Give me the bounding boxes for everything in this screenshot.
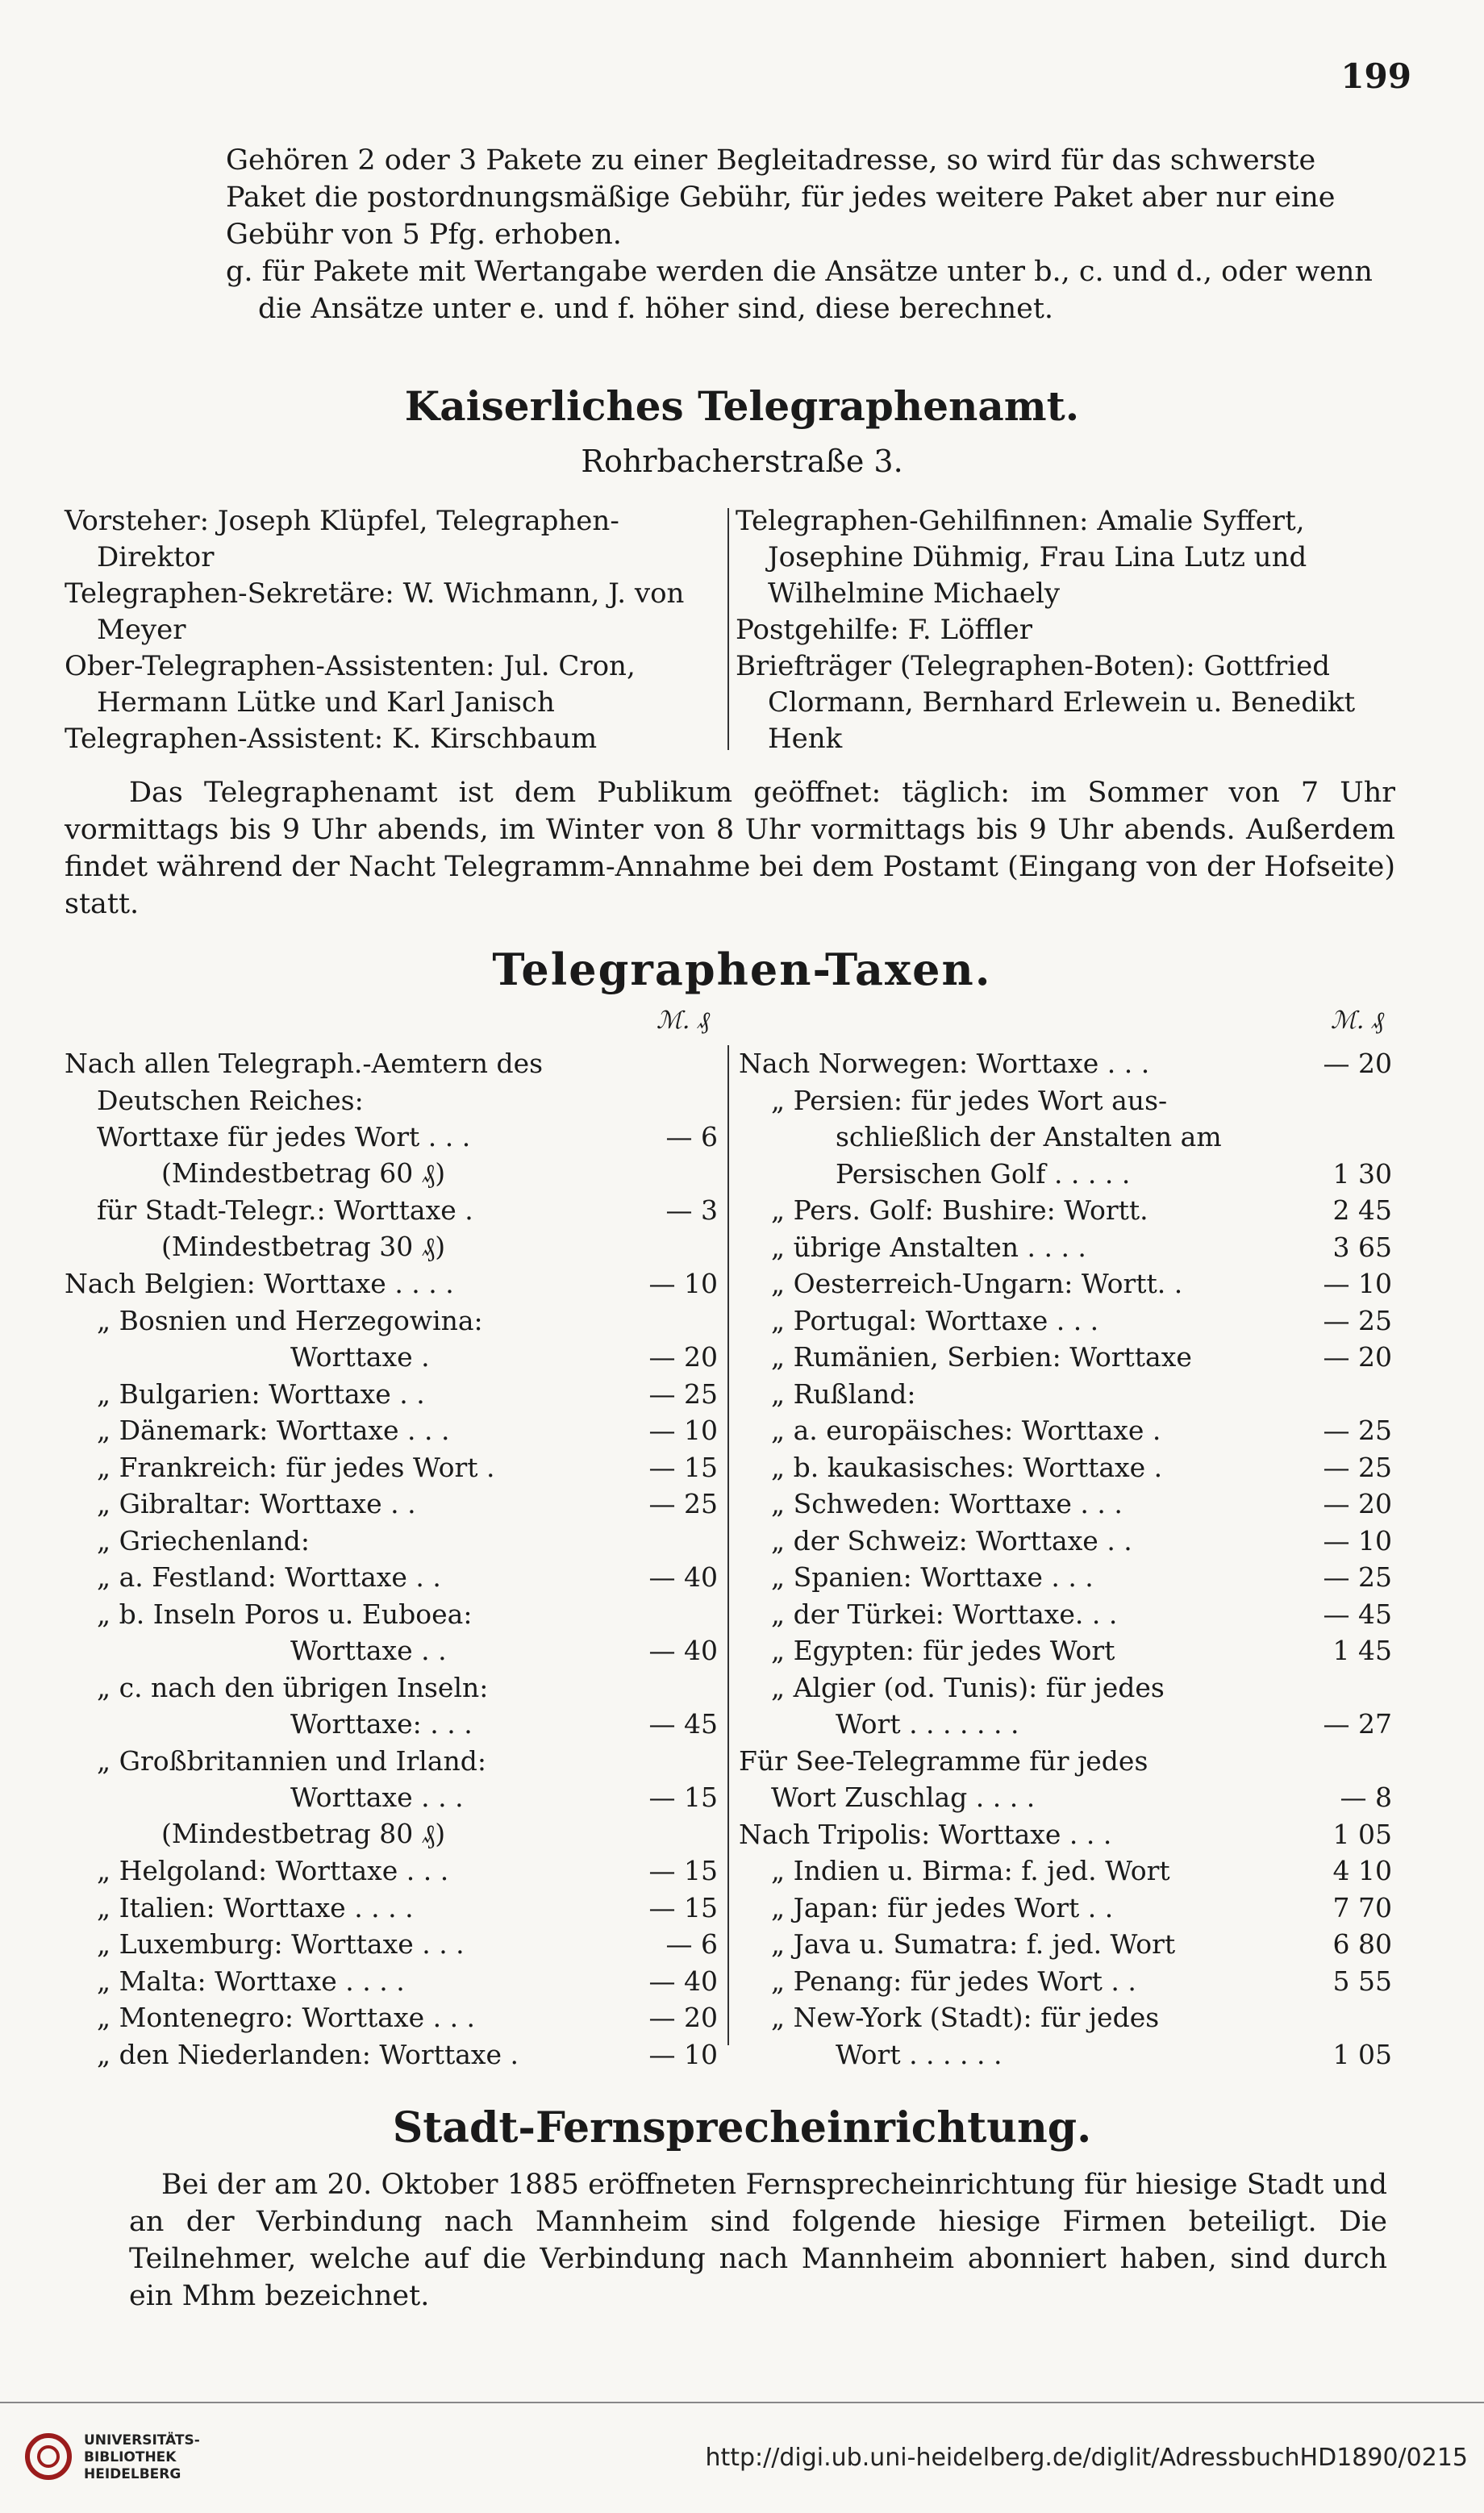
tariff-row	[65, 1779, 718, 1816]
telephone-paragraph: Bei der am 20. Oktober 1885 eröffneten Fernsprecheinrichtung für hiesige Stadt und an der Verbindung nach Mannheim sind folgende hiesige Firmen beteiligt. Die Teilnehmer, welche auf die Verbindung nach Mannheim abonniert haben, sind durch ein Mhm bezeichnet.	[129, 2169, 1387, 2312]
tariff-row	[65, 1486, 718, 1523]
tariff-label: „ der Schweiz: Worttaxe . .	[771, 1524, 1132, 1557]
tariff-label: (Mindestbetrag 80 ₰)	[161, 1818, 446, 1850]
tariff-value: — 15	[648, 1451, 718, 1483]
tariff-label: schließlich der Anstalten am	[836, 1121, 1222, 1153]
tariff-label: „ Italien: Worttaxe . . . .	[97, 1891, 414, 1923]
tariff-rows	[739, 1045, 1392, 2073]
tariff-label: „ Oesterreich-Ungarn: Wortt. .	[771, 1268, 1183, 1300]
tariff-row	[65, 1999, 718, 2036]
tariff-column-left	[65, 1006, 718, 2073]
tariff-label: Deutschen Reiches:	[97, 1084, 364, 1116]
library-name	[84, 2432, 200, 2483]
tariff-row	[65, 1890, 718, 1927]
tariff-label: „ Großbritannien und Irland:	[97, 1744, 487, 1777]
tariff-label: Persischen Golf . . . . .	[836, 1157, 1131, 1190]
page-number: 199	[1340, 56, 1411, 96]
tariff-label: Worttaxe für jedes Wort . . .	[97, 1121, 471, 1153]
tariff-label: „ Bosnien und Herzegowina:	[97, 1304, 483, 1336]
tariff-row	[65, 1706, 718, 1743]
tariff-value: — 10	[648, 2038, 718, 2070]
tariff-label: „ Schweden: Worttaxe . . .	[771, 1488, 1123, 1520]
tariff-label: „ übrige Anstalten . . . .	[771, 1231, 1086, 1263]
tariff-row	[739, 1706, 1392, 1743]
tariff-row	[65, 1119, 718, 1156]
column-divider	[727, 508, 729, 750]
tariff-row	[739, 1816, 1392, 1853]
tariff-value: — 40	[648, 1965, 718, 1997]
tariff-label: Wort . . . . . . .	[836, 1708, 1019, 1740]
tariff-row	[739, 1743, 1392, 1780]
tariff-row	[739, 1779, 1392, 1816]
tariff-row	[65, 1669, 718, 1707]
tariff-value: — 10	[648, 1415, 718, 1447]
tariff-label: „ c. nach den übrigen Inseln:	[97, 1671, 489, 1703]
tariff-label: Nach Belgien: Worttaxe . . . .	[65, 1268, 454, 1300]
tariff-value: — 45	[1323, 1598, 1392, 1630]
tariff-row	[65, 1265, 718, 1302]
tariff-row	[739, 1082, 1392, 1119]
tariff-label: Worttaxe . . .	[290, 1782, 464, 1814]
tariff-label: „ Pers. Golf: Bushire: Wortt.	[771, 1194, 1148, 1227]
library-seal-icon	[24, 2432, 73, 2481]
tariff-row	[739, 1412, 1392, 1449]
tariff-row	[739, 2036, 1392, 2073]
tariff-value: — 8	[1340, 1782, 1392, 1814]
tariff-value: — 20	[648, 1341, 718, 1373]
currency-header: ℳ. ₰	[656, 1006, 710, 1035]
tariff-row	[739, 1963, 1392, 2000]
tariff-row	[65, 1743, 718, 1780]
telegraph-office-address: Rohrbacherstraße 3.	[581, 444, 903, 479]
tariff-row	[739, 1302, 1392, 1340]
tariff-label: „ Montenegro: Worttaxe . . .	[97, 2002, 476, 2034]
tariff-value: 7 70	[1332, 1891, 1392, 1923]
tariff-row	[739, 1559, 1392, 1596]
staff-entry: Briefträger (Telegraphen-Boten): Gottfried Clormann, Bernhard Erlewein u. Benedikt Henk	[736, 650, 1356, 755]
tariff-value: — 15	[648, 1855, 718, 1887]
tariff-label: Nach Tripolis: Worttaxe . . .	[739, 1818, 1112, 1850]
tariff-label: Worttaxe: . . .	[290, 1708, 473, 1740]
tariff-value: 5 55	[1332, 1965, 1392, 1997]
tariff-value: 3 65	[1332, 1231, 1392, 1263]
tariff-label: „ Indien u. Birma: f. jed. Wort	[771, 1855, 1170, 1887]
tariff-row	[65, 1082, 718, 1119]
tariff-value: — 6	[665, 1121, 718, 1153]
tariff-row	[739, 1632, 1392, 1669]
tariff-label: Für See-Telegramme für jedes	[739, 1744, 1148, 1777]
staff-column-left	[65, 503, 710, 757]
tariff-value: — 20	[648, 2002, 718, 2034]
tariff-value: — 10	[1323, 1524, 1392, 1557]
tariff-label: „ Dänemark: Worttaxe . . .	[97, 1415, 450, 1447]
tariff-row	[65, 1926, 718, 1963]
tariff-label: „ Frankreich: für jedes Wort .	[97, 1451, 495, 1483]
staff-entry: Vorsteher: Joseph Klüpfel, Telegraphen-Direktor	[65, 505, 619, 573]
tariff-label: Nach allen Telegraph.-Aemtern des	[65, 1048, 544, 1080]
tariff-label: „ b. Inseln Poros u. Euboea:	[97, 1598, 473, 1630]
tariff-label: „ Rußland:	[771, 1377, 916, 1410]
tariff-value: 4 10	[1332, 1855, 1392, 1887]
tariff-label: „ Luxemburg: Worttaxe . . .	[97, 1928, 465, 1961]
tariff-value: — 25	[648, 1377, 718, 1410]
tariff-value: — 20	[1323, 1341, 1392, 1373]
tariff-label: „ den Niederlanden: Worttaxe .	[97, 2038, 519, 2070]
tariff-label: Worttaxe .	[290, 1341, 430, 1373]
currency-header: ℳ. ₰	[1330, 1006, 1384, 1035]
tariff-label: „ Rumänien, Serbien: Worttaxe	[771, 1341, 1192, 1373]
tariff-value: — 25	[1323, 1451, 1392, 1483]
staff-column-right	[736, 503, 1381, 757]
tariff-row	[65, 1229, 718, 1266]
tariff-label: Wort Zuschlag . . . .	[771, 1782, 1036, 1814]
intro-item-g: g. für Pakete mit Wertangabe werden die Ansätze unter b., c. und d., oder wenn die Ansätze unter e. und f. höher sind, diese berechnet.	[226, 256, 1373, 325]
tariff-row	[65, 1339, 718, 1376]
tariff-row	[65, 1559, 718, 1596]
tariff-value: — 10	[648, 1268, 718, 1300]
tariff-row	[65, 1302, 718, 1340]
tariff-value: — 45	[648, 1708, 718, 1740]
staff-entry: Postgehilfe: F. Löffler	[736, 614, 1032, 646]
tariff-value: — 15	[648, 1891, 718, 1923]
tariff-row	[65, 1852, 718, 1890]
telegraph-office-heading: Kaiserliches Telegraphenamt.	[404, 382, 1080, 430]
tariff-value: — 15	[648, 1782, 718, 1814]
tariff-row	[65, 1156, 718, 1193]
telephone-heading: Stadt-Fernsprecheinrichtung.	[392, 2103, 1092, 2153]
tariff-row	[739, 1669, 1392, 1707]
tariff-row	[65, 2036, 718, 2073]
tariff-label: „ Bulgarien: Worttaxe . .	[97, 1377, 425, 1410]
tariff-label: für Stadt-Telegr.: Worttaxe .	[97, 1194, 473, 1227]
tariff-label: „ Persien: für jedes Wort aus-	[771, 1084, 1168, 1116]
tariff-value: — 25	[1323, 1561, 1392, 1594]
tariff-label: „ Gibraltar: Worttaxe . .	[97, 1488, 416, 1520]
staff-entry: Telegraphen-Gehilfinnen: Amalie Syffert, Josephine Dühmig, Frau Lina Lutz und Wilhelmine Michaely	[736, 505, 1307, 610]
tariff-value: 2 45	[1332, 1194, 1392, 1227]
tariff-row	[65, 1449, 718, 1486]
library-name-line: BIBLIOTHEK	[84, 2449, 177, 2465]
staff-entry: Ober-Telegraphen-Assistenten: Jul. Cron, Hermann Lütke und Karl Janisch	[65, 650, 636, 719]
tariff-row	[65, 1412, 718, 1449]
tariff-label: Worttaxe . .	[290, 1635, 447, 1667]
tariff-value: — 25	[1323, 1415, 1392, 1447]
tariff-value: — 20	[1323, 1048, 1392, 1080]
tariff-value: 1 30	[1332, 1157, 1392, 1190]
intro-paragraph: Gehören 2 oder 3 Pakete zu einer Begleitadresse, so wird für das schwerste Paket die postordnungsmäßige Gebühr, für jedes weitere Paket aber nur eine Gebühr von 5 Pfg. erhoben.	[226, 144, 1336, 251]
library-name-line: HEIDELBERG	[84, 2466, 181, 2482]
tariff-row	[739, 1265, 1392, 1302]
tariff-row	[65, 1632, 718, 1669]
library-name-line: UNIVERSITÄTS-	[84, 2432, 200, 2448]
tariff-row	[739, 1523, 1392, 1560]
tariff-row	[739, 1045, 1392, 1082]
tariff-label: „ Portugal: Worttaxe . . .	[771, 1304, 1099, 1336]
tariff-row	[739, 1596, 1392, 1633]
opening-hours-paragraph: Das Telegraphenamt ist dem Publikum geöffnet: täglich: im Sommer von 7 Uhr vormittags bis 9 Uhr abends, im Winter von 8 Uhr vormittags bis 9 Uhr abends. Außerdem findet während der Nacht Telegramm-Annahme bei dem Postamt (Eingang von der Hofseite) statt.	[65, 777, 1395, 920]
tariff-row	[65, 1963, 718, 2000]
tariff-label: „ Algier (od. Tunis): für jedes	[771, 1671, 1165, 1703]
tariff-label: „ Java u. Sumatra: f. jed. Wort	[771, 1928, 1176, 1961]
library-logo	[24, 2428, 234, 2492]
tariff-label: „ a. Festland: Worttaxe . .	[97, 1561, 441, 1594]
tariff-value: 1 45	[1332, 1635, 1392, 1667]
tariff-value: — 25	[648, 1488, 718, 1520]
tariff-column-right	[739, 1006, 1392, 2073]
tariffs-heading: Telegraphen-Taxen.	[492, 944, 992, 995]
tariff-value: — 27	[1323, 1708, 1392, 1740]
tariff-row	[739, 1156, 1392, 1193]
tariff-row	[65, 1192, 718, 1229]
staff-entry: Telegraphen-Sekretäre: W. Wichmann, J. von Meyer	[65, 577, 685, 646]
tariff-label: „ Japan: für jedes Wort . .	[771, 1891, 1114, 1923]
tariff-label: „ New-York (Stadt): für jedes	[771, 2002, 1160, 2034]
tariff-value: 1 05	[1332, 2038, 1392, 2070]
tariff-row	[739, 1229, 1392, 1266]
tariff-value: 6 80	[1332, 1928, 1392, 1961]
tariff-label: „ Spanien: Worttaxe . . .	[771, 1561, 1094, 1594]
tariff-row	[739, 1890, 1392, 1927]
tariff-label: Wort . . . . . .	[836, 2038, 1003, 2070]
tariff-row	[739, 1926, 1392, 1963]
staff-list	[65, 503, 1395, 761]
tariff-label: „ a. europäisches: Worttaxe .	[771, 1415, 1161, 1447]
tariff-value: — 10	[1323, 1268, 1392, 1300]
tariff-label: „ Penang: für jedes Wort . .	[771, 1965, 1136, 1997]
source-url[interactable]: http://digi.ub.uni-heidelberg.de/diglit/AdressbuchHD1890/0215	[705, 2444, 1468, 2472]
tariff-label: Nach Norwegen: Worttaxe . . .	[739, 1048, 1150, 1080]
tariff-label: „ Griechenland:	[97, 1524, 311, 1557]
footer-divider	[0, 2402, 1484, 2403]
tariff-label: (Mindestbetrag 30 ₰)	[161, 1231, 446, 1263]
tariff-label: „ b. kaukasisches: Worttaxe .	[771, 1451, 1163, 1483]
tariff-row	[739, 1852, 1392, 1890]
tariff-row	[739, 1376, 1392, 1413]
tariff-row	[739, 1192, 1392, 1229]
tariff-row	[739, 1449, 1392, 1486]
tariff-value: — 20	[1323, 1488, 1392, 1520]
tariff-label: „ Helgoland: Worttaxe . . .	[97, 1855, 449, 1887]
tariff-row	[65, 1045, 718, 1082]
tariff-row	[65, 1376, 718, 1413]
tariff-value: 1 05	[1332, 1818, 1392, 1850]
staff-entry: Telegraphen-Assistent: K. Kirschbaum	[65, 723, 598, 755]
tariff-label: „ der Türkei: Worttaxe. . .	[771, 1598, 1118, 1630]
tariff-value: — 40	[648, 1635, 718, 1667]
tariff-value: — 3	[665, 1194, 718, 1227]
tariff-row	[739, 1339, 1392, 1376]
intro-text	[226, 142, 1387, 327]
tariff-row	[65, 1816, 718, 1853]
tariff-rows	[65, 1045, 718, 2073]
column-divider	[727, 1045, 729, 2045]
tariff-value: — 40	[648, 1561, 718, 1594]
tariff-row	[65, 1596, 718, 1633]
tariff-label: „ Malta: Worttaxe . . . .	[97, 1965, 405, 1997]
tariff-value: — 25	[1323, 1304, 1392, 1336]
tariff-value: — 6	[665, 1928, 718, 1961]
tariff-row	[739, 1999, 1392, 2036]
tariff-row	[65, 1523, 718, 1560]
tariff-label: (Mindestbetrag 60 ₰)	[161, 1157, 446, 1190]
tariff-label: „ Egypten: für jedes Wort	[771, 1635, 1115, 1667]
tariff-row	[739, 1119, 1392, 1156]
tariff-row	[739, 1486, 1392, 1523]
